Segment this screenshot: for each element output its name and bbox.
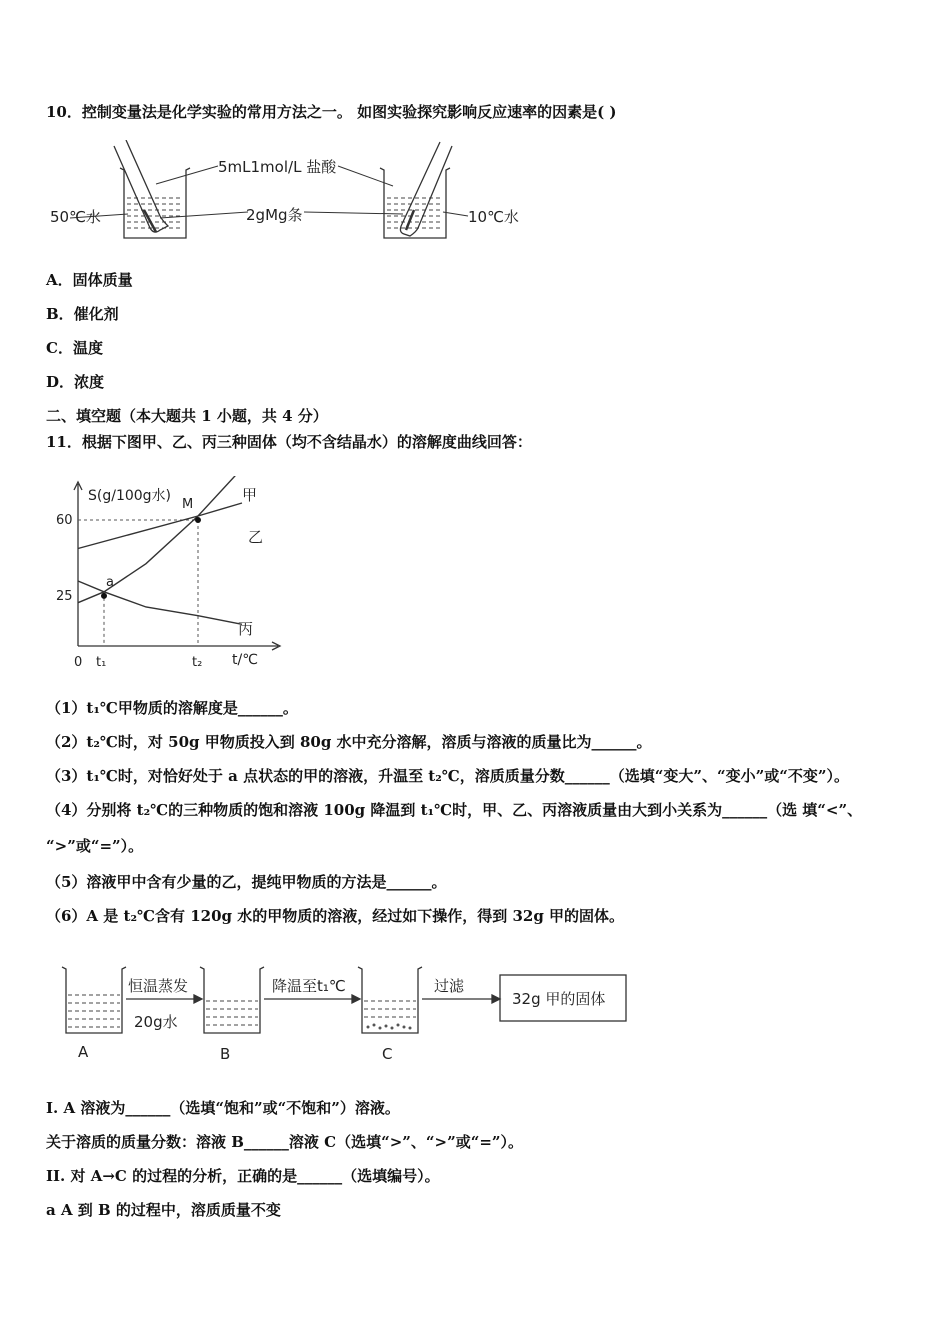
y-tick-60: 60 [56,513,73,528]
point-a [101,593,107,599]
series-label-bing: 丙 [238,620,254,638]
right-water [387,198,443,228]
q11-sub6: （6）A 是 t₂℃含有 120g 水的甲物质的溶液，经过如下操作，得到 32g 甲的固体。 [46,907,625,925]
beaker-b [200,967,264,1033]
q11-sub5: （5）溶液甲中含有少量的乙，提纯甲物质的方法是______。 [46,873,447,891]
step1-label: 恒温蒸发 [128,977,189,995]
part2-option-a: a A 到 B 的过程中，溶质质量不变 [46,1201,281,1219]
curve-bing [78,581,242,624]
x-tick-t2: t₂ [192,655,203,670]
label-b: B [220,1045,231,1063]
step2-label: 降温至t₁℃ [272,977,346,995]
x-tick-t1: t₁ [96,655,107,670]
solubility-chart [46,476,286,676]
q10-beaker-figure [48,140,528,245]
q10-option-d: D．浓度 [46,373,105,391]
q10-stem: 10．控制变量法是化学实验的常用方法之一。 如图实验探究影响反应速率的因素是( ) [46,103,617,121]
label-left-water: 50℃水 [50,208,101,226]
series-label-jia: 甲 [242,486,258,504]
annotation-a: a [106,574,114,590]
annotation-m: M [182,497,194,512]
part1-b: 关于溶质的质量分数：溶液 B______溶液 C（选填“>”、“>”或“=”）。 [46,1133,524,1151]
right-test-tube [400,142,452,236]
part2: II. 对 A→C 的过程的分析，正确的是______（选填编号）。 [46,1167,440,1185]
part1-a: I. A 溶液为______（选填“饱和”或“不饱和”）溶液。 [46,1099,400,1117]
label-acid: 5mL1mol/L 盐酸 [218,158,337,176]
crystals [367,1024,412,1030]
beaker-a [62,967,126,1033]
step1-sub-label: 20g水 [134,1013,178,1031]
y-axis-label: S(g/100g水) [88,488,172,504]
q11-sub1: （1）t₁℃甲物质的溶解度是______。 [46,699,298,717]
label-c: C [382,1045,393,1063]
left-water [127,198,183,228]
q10-option-c: C．温度 [46,339,103,357]
q10-option-b: B．催化剂 [46,305,119,323]
beaker-c [358,967,422,1033]
curve-yi [78,503,242,549]
section-title: 二、填空题（本大题共 1 小题，共 4 分） [46,407,328,425]
x-axis-label: t/℃ [232,652,258,668]
x-tick-0: 0 [74,655,83,670]
point-m [195,517,201,523]
y-tick-25: 25 [56,588,73,604]
series-label-yi: 乙 [248,528,264,546]
q11-stem: 11．根据下图甲、乙、丙三种固体（均不含结晶水）的溶解度曲线回答： [46,433,532,451]
flow-diagram [48,955,638,1065]
label-a: A [78,1043,89,1061]
label-right-water: 10℃水 [468,208,519,226]
step3-label: 过滤 [434,977,465,995]
q11-sub4-cont: “>”或“=”）。 [46,837,144,855]
q10-option-a: A．固体质量 [46,271,133,289]
label-mg: 2gMg条 [246,206,303,224]
q11-sub2: （2）t₂℃时，对 50g 甲物质投入到 80g 水中充分溶解，溶质与溶液的质量比为______。 [46,733,652,751]
q11-sub3: （3）t₁℃时，对恰好处于 a 点状态的甲的溶液，升温至 t₂℃，溶质质量分数______（选填“变大”、“变小”或“不变”）。 [46,767,850,785]
left-test-tube [114,140,168,232]
q11-sub4: （4）分别将 t₂℃的三种物质的饱和溶液 100g 降温到 t₁℃时，甲、乙、丙溶液质量由大到小关系为______（选 填“<”、 [46,801,863,819]
result-label: 32g 甲的固体 [512,990,606,1008]
